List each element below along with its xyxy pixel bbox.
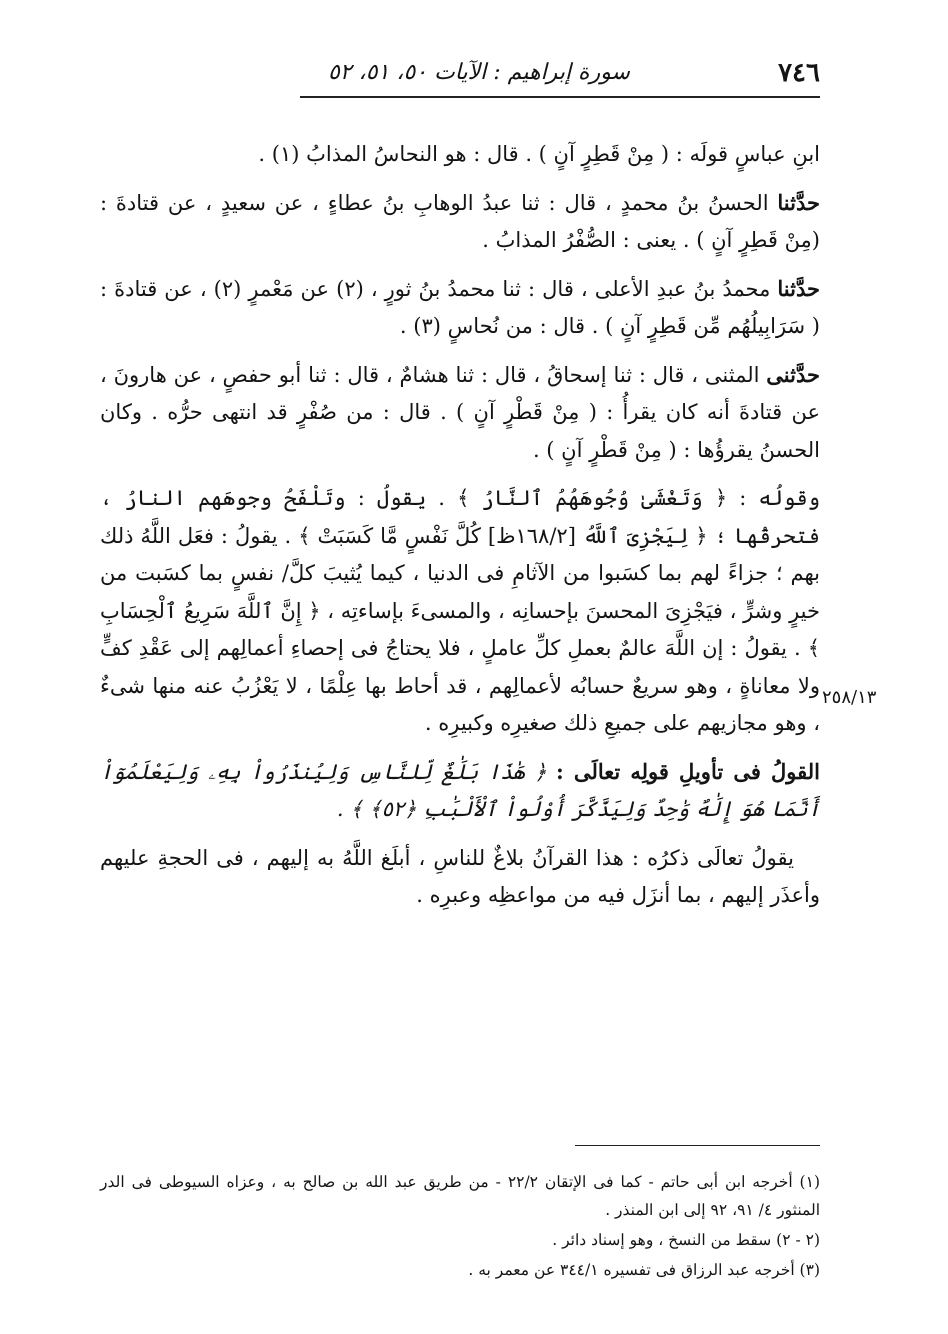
paragraph [100, 356, 820, 470]
paragraph-text: ابنِ عباسٍ قولَه : ( مِنْ قَطِرٍ آنٍ ) . قال : هو النحاسُ المذابُ (١) . [258, 142, 820, 166]
quran-verse: ﴿ هَٰذَا بَلَٰغٌ لِّلنَّاسِ وَلِيُنذَرُواْ بِهِۦ وَلِيَعْلَمُوٓاْ أَنَّمَا هُوَ إِلَٰهٌ وَٰحِدٌ وَلِيَذَّكَّرَ أُوْلُواْ ٱلْأَلْبَٰبِ ﴿٥٢﴾ ﴾ . [100, 759, 820, 821]
paragraph-lead: حدَّثنى [766, 361, 820, 387]
page-number: ٧٤٦ [778, 58, 820, 88]
paragraph [100, 184, 820, 260]
footnote: (٢ - ٢) سقط من النسخ ، وهو إسناد دائر . [552, 1231, 820, 1249]
footnotes [100, 1168, 820, 1286]
paragraph [100, 753, 820, 829]
footnote: (٣) أخرجه عبد الرزاق فى تفسيره ٣٤٤/١ عن معمر به . [468, 1261, 820, 1279]
paragraph-lead: حدَّثنا [777, 189, 820, 215]
paragraph-text: المثنى ، قال : ثنا إسحاقُ ، قال : ثنا هشامٌ ، قال : ثنا أبو حفصٍ ، عن هارونَ ، عن قتادةَ أنه كان يقرأُ : ( مِنْ قَطْرٍ آنٍ ) . قال : من صُفْرٍ قد انتهى حرُّه . وكان الحسنُ يقرؤُها : ( مِنْ قَطْرٍ آنٍ ) . [100, 362, 820, 462]
paragraph-text: الحسنُ بنُ محمدٍ ، قال : ثنا عبدُ الوهابِ بنُ عطاءٍ ، عن سعيدٍ ، عن قتادةَ : (مِنْ قَطِرٍ آنٍ ) . يعنى : الصُّفْرُ المذابُ . [100, 190, 820, 252]
header-rule [300, 96, 820, 98]
paragraph [100, 839, 820, 915]
paragraph-text: وقولُه : ﴿ وَتَغْشَىٰ وُجُوهَهُمُ ٱلنَّارُ ﴾ . يقولُ : وتَلْفَحُ وجوهَهم النارُ ، فتحرقُها ؛ ﴿ لِيَجْزِىَ ٱللَّهُ [١٦٨/٢ظ] كُلَّ نَفْسٍ مَّا كَسَبَتْ ﴾ . يقولُ : فعَل اللَّهُ ذلك بهم ؛ جزاءً لهم بما كسَبوا من الآثامِ فى الدنيا ، كيما يُثيبَ كلَّ/ نفسٍ بما كسَبت من خيرٍ وشرٍّ ، فيَجْزِىَ المحسنَ بإحسانِه ، والمسىءَ بإساءتِه ، ﴿ إِنَّ ٱللَّهَ سَرِيعُ ٱلْحِسَابِ ﴾ . يقولُ : إن اللَّهَ عالمٌ بعملِ كلِّ عاملٍ ، فلا يحتاجُ فى إحصاءِ أعمالِهم إلى عَقْدِ كفٍّ ولا معاناةٍ ، وهو سريعٌ حسابُه لأعمالِهم ، قد أحاط بها عِلْمًا ، لا يَعْزُبُ عنه منها شىءٌ ، وهو مجازيهم على جميعِ ذلك صغيرِه وكبيرِه . [100, 486, 820, 735]
paragraph-text: محمدُ بنُ عبدِ الأعلى ، قال : ثنا محمدُ بنُ ثورٍ ، (٢) عن مَعْمرٍ (٢) ، عن قتادةَ : ( سَرَابِيلُهُم مِّن قَطِرٍ آنٍ ) . قال : من نُحاسٍ (٣) . [100, 276, 820, 338]
footnote: (١) أخرجه ابن أبى حاتم - كما فى الإتقان ٢٢/٢ - من طريق عبد الله بن صالح به ، وعزاه السيوطى فى الدر المنثور ٤/ ٩١، ٩٢ إلى ابن المنذر . [100, 1173, 820, 1219]
page-header [300, 58, 820, 94]
paragraph [100, 135, 820, 174]
paragraph-text: يقولُ تعالَى ذكرُه : هذا القرآنُ بلاغٌ للناسِ ، أبلَغ اللَّهُ به إليهم ، فى الحجةِ عليهم وأعذَر إليهم ، بما أنزَل فيه من مواعظِه وعبرِه . [100, 845, 820, 907]
paragraph-lead: حدَّثنا [777, 275, 820, 301]
main-text [100, 135, 820, 925]
section-heading: القولُ فى تأويلِ قولِه تعالَى : [556, 758, 820, 784]
paragraph [100, 479, 820, 743]
paragraph [100, 270, 820, 346]
footnote-rule [575, 1145, 820, 1146]
margin-reference: ٢٥٨/١٣ [822, 687, 877, 708]
running-head: سورة إبراهيم : الآيات ٥٠، ٥١، ٥٢ [327, 60, 630, 85]
